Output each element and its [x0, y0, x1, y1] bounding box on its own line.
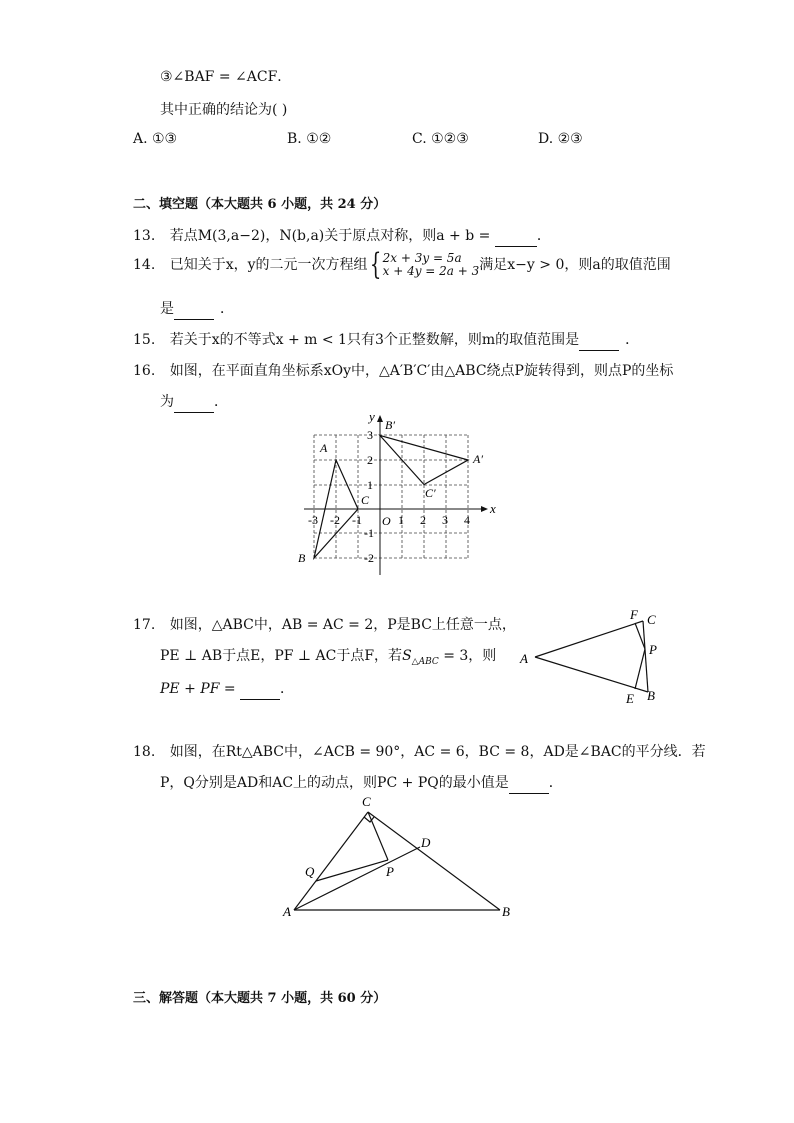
segment-ac: [535, 621, 643, 657]
option-c[interactable]: C. ①②③: [412, 131, 469, 147]
answer-blank[interactable]: [174, 303, 214, 320]
question-text: 是: [160, 301, 174, 317]
point-p-label: P: [649, 642, 657, 657]
point-c-label: C: [647, 612, 656, 627]
point-b-label: B: [298, 551, 306, 565]
condition-3: ③∠BAF = ∠ACF．: [160, 69, 292, 85]
x-tick-label: 4: [464, 513, 470, 527]
question-18: [133, 741, 706, 761]
answer-blank[interactable]: [495, 230, 537, 247]
question-text: PE ⊥ AB于点E，PF ⊥ AC于点F，若: [160, 648, 403, 664]
section-heading-solutions: 三、解答题（本大题共 7 小题，共 60 分）: [133, 991, 387, 1006]
question-14: [133, 247, 671, 282]
question-13: [133, 225, 551, 247]
question-17: [133, 614, 516, 634]
point-a-label: A: [520, 651, 528, 666]
equation-2: x + 4y = 2a + 3: [382, 264, 480, 278]
question-number: 18.: [133, 744, 156, 760]
question-text: 如图，在平面直角坐标系xOy中，△A′B′C′由△ABC绕点P旋转得到，则点P的坐标: [169, 363, 674, 379]
y-tick-label: 3: [367, 428, 373, 442]
punctuation: ．: [214, 394, 228, 410]
question-text: 已知关于x，y的二元一次方程组: [169, 257, 368, 273]
segment-pq: [316, 860, 388, 881]
point-a-prime-label: A′: [473, 452, 483, 466]
question-text-continued: 满足x−y > 0，则a的取值范围: [479, 257, 671, 273]
x-tick-label: -3: [308, 513, 318, 527]
answer-blank[interactable]: [240, 683, 280, 700]
y-tick-label: -1: [364, 526, 374, 540]
question-16: [133, 360, 673, 380]
option-d[interactable]: D. ②③: [538, 131, 583, 147]
segment-pe: [635, 649, 645, 689]
point-f-label: F: [630, 607, 638, 622]
figure-17-triangle: [515, 605, 665, 710]
question-text: P，Q分别是AD和AC上的动点，则PC + PQ的最小值是: [160, 775, 509, 791]
point-d-label: D: [421, 835, 431, 850]
figure-18-right-triangle: [280, 790, 520, 925]
question-text: 如图，△ABC中，AB = AC = 2，P是BC上任意一点，: [169, 617, 516, 633]
y-tick-label: 1: [367, 478, 373, 492]
point-p-label: P: [386, 864, 394, 879]
x-tick-label: 2: [420, 513, 426, 527]
point-c-prime-label: C′: [425, 486, 436, 500]
option-a[interactable]: A. ①③: [133, 131, 178, 147]
punctuation: ．: [536, 228, 551, 244]
x-axis-label: x: [490, 501, 496, 516]
y-tick-label: -2: [364, 551, 374, 565]
punctuation: ．: [625, 332, 640, 348]
point-e-label: E: [626, 691, 634, 706]
point-b-prime-label: B′: [385, 418, 395, 432]
area-subscript: △ABC: [411, 656, 439, 667]
point-c-label: C: [362, 794, 371, 809]
question-17-line-2: [160, 645, 496, 667]
question-number: 17.: [133, 617, 156, 633]
section-heading-fill-in: 二、填空题（本大题共 6 小题，共 24 分）: [133, 197, 387, 212]
punctuation: ．: [280, 681, 295, 697]
question-number: 16.: [133, 363, 156, 379]
segment-bc: [643, 621, 648, 692]
question-number: 14.: [133, 257, 156, 273]
x-tick-label: 1: [398, 513, 404, 527]
answer-blank[interactable]: [579, 334, 619, 351]
equation-1: 2x + 3y = 5a: [382, 251, 462, 265]
question-17-line-3: [160, 678, 294, 700]
point-q-label: Q: [305, 864, 315, 879]
x-tick-label: 3: [442, 513, 448, 527]
question-text: 为: [160, 394, 174, 410]
punctuation: ．: [220, 301, 234, 317]
y-tick-label: 2: [367, 453, 373, 467]
equation-system: [368, 247, 480, 282]
figure-16-coordinate-plane: [290, 405, 510, 580]
question-prompt: 其中正确的结论为( ): [160, 102, 288, 118]
origin-label: O: [382, 514, 391, 528]
question-14-line-2: [160, 298, 234, 320]
segment-ac: [294, 812, 368, 910]
point-a-label: A: [320, 441, 328, 455]
segment-cb: [368, 812, 500, 910]
question-16-line-2: [160, 391, 228, 413]
question-text: 如图，在Rt△ABC中，∠ACB = 90°，AC = 6，BC = 8，AD是∠BAC的平分线．若: [169, 744, 706, 760]
point-b-label: B: [502, 904, 510, 919]
option-b[interactable]: B. ①②: [287, 131, 332, 147]
area-symbol: S: [402, 648, 412, 664]
x-tick-label: -1: [352, 513, 362, 527]
point-b-label: B: [647, 688, 655, 703]
y-axis-label: y: [369, 409, 375, 424]
question-text: = 3，则: [438, 648, 497, 664]
question-number: 15.: [133, 332, 156, 348]
segment-ab: [535, 657, 648, 692]
question-text: 若关于x的不等式x + m < 1只有3个正整数解，则m的取值范围是: [169, 332, 580, 348]
answer-blank[interactable]: [174, 396, 214, 413]
point-a-label: A: [283, 904, 291, 919]
question-number: 13.: [133, 228, 156, 244]
question-text: PE + PF =: [160, 681, 236, 697]
punctuation: ．: [548, 775, 563, 791]
x-tick-label: -2: [330, 513, 340, 527]
point-c-label: C: [361, 493, 370, 507]
y-axis-arrow-icon: [377, 415, 383, 422]
x-axis-arrow-icon: [481, 506, 488, 512]
question-15: [133, 329, 639, 351]
question-text: 若点M(3,a−2)，N(b,a)关于原点对称，则a + b =: [169, 228, 491, 244]
brace-icon: {: [369, 247, 381, 282]
